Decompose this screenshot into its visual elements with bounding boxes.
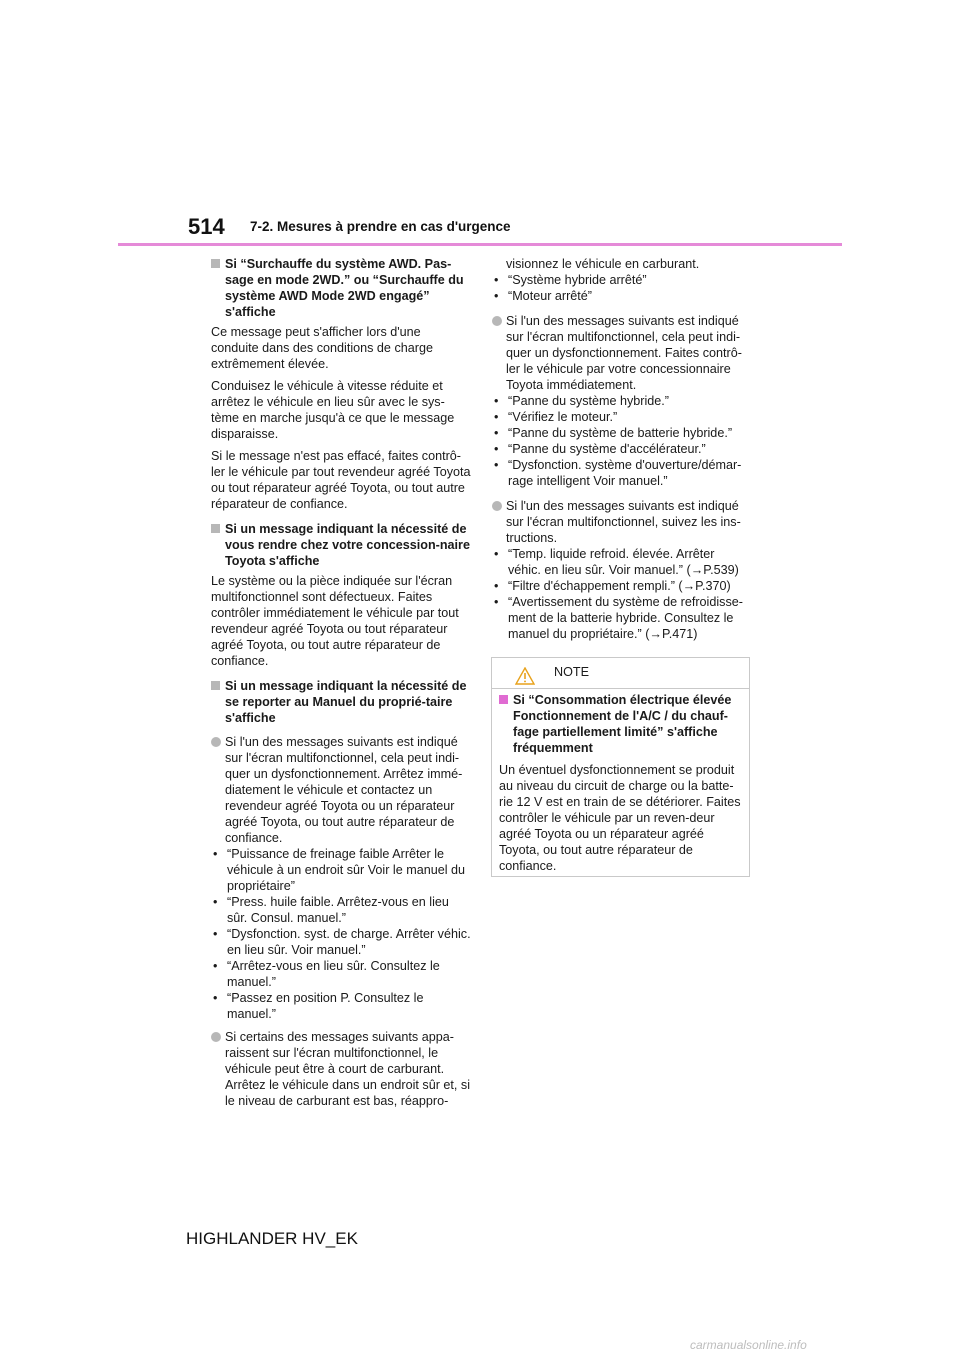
right-column (492, 256, 750, 649)
note-box (491, 657, 750, 877)
message-list (492, 393, 750, 489)
list-item: • “Panne du système hybride.” (494, 394, 670, 408)
list-item: • “Dysfonction. système d'ouverture/démar-rage intelligent Voir manuel.” (494, 458, 742, 488)
list-item: • “Avertissement du système de refroidisse-ment de la batterie hybride. Consultez le manuel du propriétaire.” (→P.471) (494, 595, 743, 641)
list-item: • “Temp. liquide refroid. élevée. Arrêter véhic. en lieu sûr. Voir manuel.” (→P.539) (494, 547, 739, 577)
list-item: • “Passez en position P. Consultez le manuel.” (213, 991, 424, 1021)
round-bullet-icon (211, 1032, 221, 1042)
page-header (0, 0, 960, 250)
page-number: 514 (188, 214, 225, 239)
left-column (211, 256, 471, 1109)
list-item: • “Dysfonction. syst. de charge. Arrêter véhic. en lieu sûr. Voir manuel.” (213, 927, 471, 957)
section-heading-dealer: Si un message indiquant la nécessité de vous rendre chez votre concession-naire Toyota s'affiche (211, 521, 471, 569)
paragraph: Conduisez le véhicule à vitesse réduite et arrêtez le véhicule en lieu sûr avec le sys-tème en marche jusqu'à ce que le message disparaisse. (211, 379, 455, 441)
list-item: • “Vérifiez le moteur.” (494, 410, 618, 424)
section-heading-manual: Si un message indiquant la nécessité de se reporter au Manuel du proprié-taire s'affiche (211, 678, 471, 726)
square-bullet-icon (499, 695, 508, 704)
list-item: • “Panne du système d'accélérateur.” (494, 442, 706, 456)
square-bullet-icon (211, 259, 220, 268)
message-list (492, 272, 750, 304)
note-heading: Si “Consommation électrique élevée Fonctionnement de l'A/C / du chauf-fage partiellement limité” s'affiche fréquemment (499, 692, 743, 756)
list-item: • “Press. huile faible. Arrêtez-vous en lieu sûr. Consul. manuel.” (213, 895, 449, 925)
list-item: • “Filtre d'échappement rempli.” (→P.370) (494, 579, 731, 593)
list-item: • “Moteur arrêté” (494, 289, 592, 303)
round-bullet-icon (492, 316, 502, 326)
note-body (499, 692, 743, 880)
section-heading-awd: Si “Surchauffe du système AWD. Pas-sage en mode 2WD.” ou “Surchauffe du système AWD Mode 2WD engagé” s'affiche (211, 256, 471, 320)
note-header (492, 658, 749, 689)
dot-paragraph: Si l'un des messages suivants est indiqué sur l'écran multifonctionnel, cela peut indi-quer un dysfonctionnement. Faites contrô-ler le véhicule par votre concessionnaire Toyota immédiatement. (492, 313, 750, 393)
dot-paragraph: Si certains des messages suivants appa-raissent sur l'écran multifonctionnel, le véhicule peut être à court de carburant. Arrêtez le véhicule dans un endroit sûr et, si le niveau de carburant est bas, réappro- (211, 1029, 471, 1109)
round-bullet-icon (492, 501, 502, 511)
paragraph: Le système ou la pièce indiquée sur l'écran multifonctionnel sont défectueux. Faites contrôler immédiatement le véhicule par tout revendeur agréé Toyota ou tout réparateur agréé Toyota, ou tout autre réparateur de confiance. (211, 574, 459, 668)
round-bullet-icon (211, 737, 221, 747)
list-item: • “Panne du système de batterie hybride.” (494, 426, 733, 440)
warning-triangle-icon (515, 667, 535, 685)
header-divider (118, 243, 842, 246)
square-bullet-icon (211, 681, 220, 690)
square-bullet-icon (211, 524, 220, 533)
dot-paragraph: Si l'un des messages suivants est indiqué sur l'écran multifonctionnel, cela peut indi-quer un dysfonctionnement. Arrêtez immé-diatement le véhicule et contactez un revendeur agréé Toyota ou un réparateur agréé Toyota, ou tout autre réparateur de confiance. (211, 734, 471, 846)
note-title: NOTE (554, 665, 589, 679)
message-list (211, 846, 471, 1022)
footer-model: HIGHLANDER HV_EK (186, 1229, 358, 1248)
paragraph: Si le message n'est pas effacé, faites contrô-ler le véhicule par tout revendeur agréé Toyota ou tout réparateur agréé Toyota, ou tout autre réparateur de confiance. (211, 449, 471, 511)
list-item: • “Système hybride arrêté” (494, 273, 647, 287)
list-item: • “Arrêtez-vous en lieu sûr. Consultez le manuel.” (213, 959, 440, 989)
section-title: 7-2. Mesures à prendre en cas d'urgence (250, 219, 511, 234)
list-item: • “Puissance de freinage faible Arrêter le véhicule à un endroit sûr Voir le manuel du propriétaire” (213, 847, 466, 893)
paragraph: Ce message peut s'afficher lors d'une conduite dans des conditions de charge extrêmement élevée. (211, 325, 433, 371)
note-text: Un éventuel dysfonctionnement se produit au niveau du circuit de charge ou la batte-rie 12 V est en train de se détériorer. Faites contrôler le véhicule par un reven-deur agréé Toyota ou un réparateur agréé Toyota, ou tout autre réparateur de confiance. (499, 763, 741, 873)
watermark: carmanualsonline.info (690, 1338, 807, 1352)
message-list (492, 546, 750, 642)
paragraph-continuation: visionnez le véhicule en carburant. (506, 257, 700, 271)
dot-paragraph: Si l'un des messages suivants est indiqué sur l'écran multifonctionnel, suivez les ins-tructions. (492, 498, 750, 546)
